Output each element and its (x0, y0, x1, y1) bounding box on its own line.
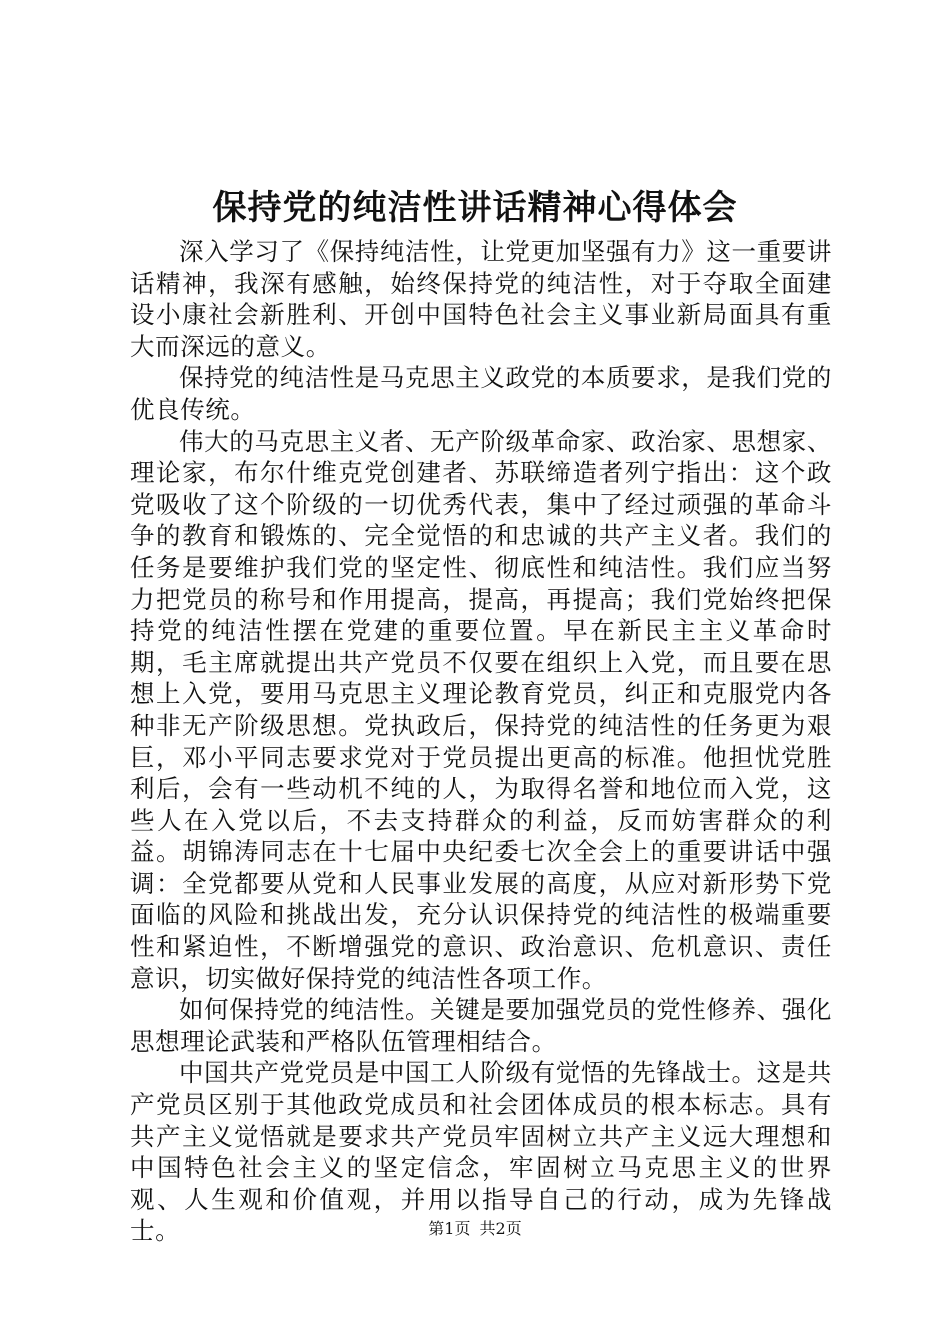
paragraph-5: 中国共产党党员是中国工人阶级有觉悟的先锋战士。这是共产党员区别于其他政党成员和社会团体成员的根本标志。具有共产主义觉悟就是要求共产党员牢固树立共产主义远大理想和中国特色社会主义的坚定信念，牢固树立马克思主义的世界观、人生观和价值观，并用以指导自己的行动，成为先锋战士。 (130, 1058, 832, 1246)
page-total: 共2页 (479, 1219, 522, 1238)
page-number: 第1页 (428, 1219, 471, 1238)
paragraph-1: 深入学习了《保持纯洁性，让党更加坚强有力》这一重要讲话精神，我深有感触，始终保持党的纯洁性，对于夺取全面建设小康社会新胜利、开创中国特色社会主义事业新局面具有重大而深远的意义。 (130, 237, 832, 361)
paragraph-3: 伟大的马克思主义者、无产阶级革命家、政治家、思想家、理论家，布尔什维克党创建者、苏联缔造者列宁指出：这个政党吸收了这个阶级的一切优秀代表，集中了经过顽强的革命斗争的教育和锻炼的、完全觉悟的和忠诚的共产主义者。我们的任务是要维护我们党的坚定性、彻底性和纯洁性。我们应当努力把党员的称号和作用提高，提高，再提高；我们党始终把保持党的纯洁性摆在党建的重要位置。早在新民主主义革命时期，毛主席就提出共产党员不仅要在组织上入党，而且要在思想上入党，要用马克思主义理论教育党员，纠正和克服党内各种非无产阶级思想。党执政后，保持党的纯洁性的任务更为艰巨，邓小平同志要求党对于党员提出更高的标准。他担忧党胜利后，会有一些动机不纯的人，为取得名誉和地位而入党，这些人在入党以后，不去支持群众的利益，反而妨害群众的利益。胡锦涛同志在十七届中央纪委七次全会上的重要讲话中强调：全党都要从党和人民事业发展的高度，从应对新形势下党面临的风险和挑战出发，充分认识保持党的纯洁性的极端重要性和紧迫性，不断增强党的意识、政治意识、危机意识、责任意识，切实做好保持党的纯洁性各项工作。 (130, 426, 832, 993)
paragraph-4: 如何保持党的纯洁性。关键是要加强党员的党性修养、强化思想理论武装和严格队伍管理相结合。 (130, 995, 832, 1056)
document-body (130, 236, 832, 1247)
page-footer (0, 1218, 950, 1240)
document-title: 保持党的纯洁性讲话精神心得体会 (212, 188, 738, 228)
paragraph-2: 保持党的纯洁性是马克思主义政党的本质要求，是我们党的优良传统。 (130, 363, 832, 424)
